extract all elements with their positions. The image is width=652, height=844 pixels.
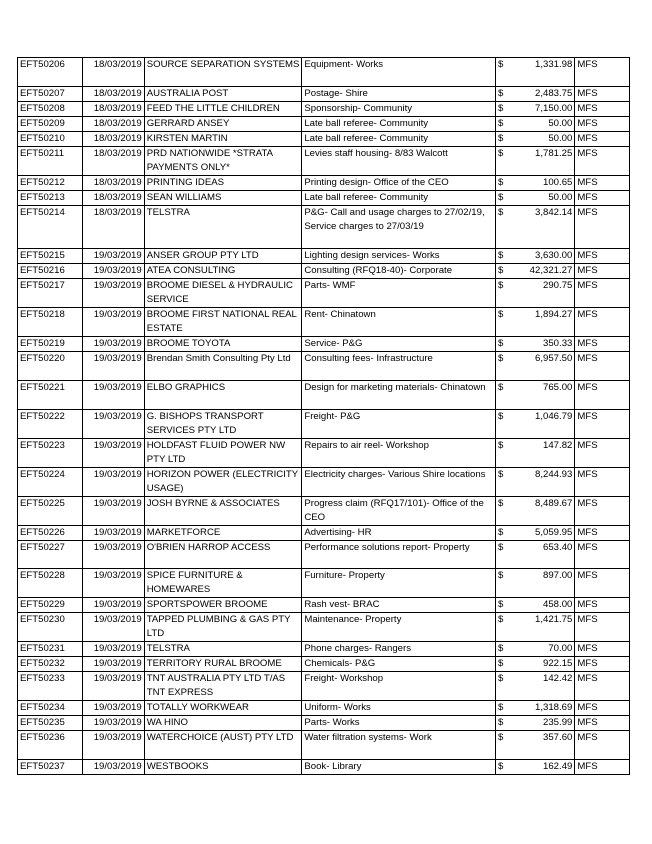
table-row (18, 438, 630, 467)
payee-name: JOSH BYRNE & ASSOCIATES (144, 496, 302, 525)
table-row (18, 205, 630, 248)
payment-date: 18/03/2019 (82, 116, 144, 131)
payee-name: WA HINO (144, 716, 302, 731)
table-row (18, 131, 630, 146)
payment-amount: 5,059.95 (510, 525, 574, 540)
fund-code: MFS (575, 101, 630, 116)
fund-code: MFS (575, 760, 630, 775)
payment-amount: 7,150.00 (510, 101, 574, 116)
payee-name: G. BISHOPS TRANSPORT SERVICES PTY LTD (144, 409, 302, 438)
currency-symbol: $ (496, 248, 511, 263)
payment-date: 19/03/2019 (82, 613, 144, 642)
fund-code: MFS (575, 642, 630, 657)
payment-description: Maintenance- Property (302, 613, 496, 642)
payment-reference: EFT50236 (18, 731, 83, 760)
payment-date: 19/03/2019 (82, 278, 144, 307)
table-row (18, 569, 630, 598)
payment-amount: 50.00 (510, 116, 574, 131)
payment-description: Repairs to air reel- Workshop (302, 438, 496, 467)
table-row (18, 116, 630, 131)
payee-name: BROOME FIRST NATIONAL REAL ESTATE (144, 307, 302, 336)
payee-name: TELSTRA (144, 642, 302, 657)
table-row (18, 467, 630, 496)
payment-date: 18/03/2019 (82, 205, 144, 248)
fund-code: MFS (575, 116, 630, 131)
table-row (18, 731, 630, 760)
fund-code: MFS (575, 175, 630, 190)
payment-date: 18/03/2019 (82, 190, 144, 205)
payment-date: 19/03/2019 (82, 467, 144, 496)
table-row (18, 496, 630, 525)
payment-date: 19/03/2019 (82, 525, 144, 540)
payment-description: Phone charges- Rangers (302, 642, 496, 657)
payment-date: 19/03/2019 (82, 351, 144, 380)
payee-name: BROOME TOYOTA (144, 336, 302, 351)
payments-table (17, 57, 630, 775)
table-row (18, 613, 630, 642)
payment-description: Book- Library (302, 760, 496, 775)
payment-date: 19/03/2019 (82, 496, 144, 525)
payment-amount: 1,894.27 (510, 307, 574, 336)
payment-reference: EFT50220 (18, 351, 83, 380)
currency-symbol: $ (496, 190, 511, 205)
fund-code: MFS (575, 380, 630, 409)
payment-reference: EFT50223 (18, 438, 83, 467)
fund-code: MFS (575, 131, 630, 146)
fund-code: MFS (575, 467, 630, 496)
fund-code: MFS (575, 701, 630, 716)
payment-amount: 1,331.98 (510, 58, 574, 87)
currency-symbol: $ (496, 672, 511, 701)
payee-name: SPICE FURNITURE & HOMEWARES (144, 569, 302, 598)
fund-code: MFS (575, 438, 630, 467)
payment-description: Late ball referee- Community (302, 116, 496, 131)
fund-code: MFS (575, 205, 630, 248)
payment-reference: EFT50213 (18, 190, 83, 205)
payment-amount: 70.00 (510, 642, 574, 657)
fund-code: MFS (575, 190, 630, 205)
payment-date: 19/03/2019 (82, 598, 144, 613)
currency-symbol: $ (496, 116, 511, 131)
currency-symbol: $ (496, 525, 511, 540)
payee-name: WATERCHOICE (AUST) PTY LTD (144, 731, 302, 760)
payee-name: Brendan Smith Consulting Pty Ltd (144, 351, 302, 380)
table-row (18, 263, 630, 278)
payment-description: Freight- Workshop (302, 672, 496, 701)
payment-amount: 653.40 (510, 540, 574, 569)
payment-date: 18/03/2019 (82, 58, 144, 87)
fund-code: MFS (575, 657, 630, 672)
payment-amount: 3,630.00 (510, 248, 574, 263)
payment-reference: EFT50216 (18, 263, 83, 278)
payment-amount: 922.15 (510, 657, 574, 672)
payment-description: Performance solutions report- Property (302, 540, 496, 569)
payee-name: ELBO GRAPHICS (144, 380, 302, 409)
payee-name: GERRARD ANSEY (144, 116, 302, 131)
payment-date: 18/03/2019 (82, 101, 144, 116)
payment-reference: EFT50237 (18, 760, 83, 775)
payment-amount: 458.00 (510, 598, 574, 613)
payment-amount: 290.75 (510, 278, 574, 307)
currency-symbol: $ (496, 278, 511, 307)
currency-symbol: $ (496, 701, 511, 716)
payment-description: Sponsorship- Community (302, 101, 496, 116)
table-row (18, 58, 630, 87)
payment-reference: EFT50210 (18, 131, 83, 146)
currency-symbol: $ (496, 351, 511, 380)
table-row (18, 540, 630, 569)
fund-code: MFS (575, 86, 630, 101)
payment-date: 18/03/2019 (82, 131, 144, 146)
payment-reference: EFT50222 (18, 409, 83, 438)
payment-amount: 8,489.67 (510, 496, 574, 525)
payee-name: KIRSTEN MARTIN (144, 131, 302, 146)
payment-amount: 6,957.50 (510, 351, 574, 380)
payee-name: WESTBOOKS (144, 760, 302, 775)
payee-name: TERRITORY RURAL BROOME (144, 657, 302, 672)
payment-date: 19/03/2019 (82, 657, 144, 672)
table-row (18, 190, 630, 205)
currency-symbol: $ (496, 205, 511, 248)
payment-description: Equipment- Works (302, 58, 496, 87)
fund-code: MFS (575, 248, 630, 263)
payment-reference: EFT50206 (18, 58, 83, 87)
currency-symbol: $ (496, 263, 511, 278)
payment-reference: EFT50234 (18, 701, 83, 716)
currency-symbol: $ (496, 307, 511, 336)
payment-description: Furniture- Property (302, 569, 496, 598)
payment-reference: EFT50226 (18, 525, 83, 540)
fund-code: MFS (575, 58, 630, 87)
payment-description: Water filtration systems- Work (302, 731, 496, 760)
fund-code: MFS (575, 672, 630, 701)
payment-description: Electricity charges- Various Shire locations (302, 467, 496, 496)
fund-code: MFS (575, 409, 630, 438)
payment-reference: EFT50233 (18, 672, 83, 701)
payment-date: 19/03/2019 (82, 731, 144, 760)
fund-code: MFS (575, 569, 630, 598)
fund-code: MFS (575, 496, 630, 525)
currency-symbol: $ (496, 438, 511, 467)
currency-symbol: $ (496, 175, 511, 190)
currency-symbol: $ (496, 336, 511, 351)
table-row (18, 701, 630, 716)
currency-symbol: $ (496, 540, 511, 569)
payment-amount: 235.99 (510, 716, 574, 731)
payment-description: Parts- WMF (302, 278, 496, 307)
payment-amount: 897.00 (510, 569, 574, 598)
payment-date: 19/03/2019 (82, 263, 144, 278)
payment-date: 19/03/2019 (82, 307, 144, 336)
payment-date: 19/03/2019 (82, 569, 144, 598)
payment-amount: 50.00 (510, 131, 574, 146)
currency-symbol: $ (496, 716, 511, 731)
currency-symbol: $ (496, 101, 511, 116)
payee-name: MARKETFORCE (144, 525, 302, 540)
payment-amount: 1,318.69 (510, 701, 574, 716)
payment-description: Freight- P&G (302, 409, 496, 438)
payment-reference: EFT50212 (18, 175, 83, 190)
payment-description: Service- P&G (302, 336, 496, 351)
payment-amount: 1,421.75 (510, 613, 574, 642)
table-row (18, 525, 630, 540)
table-row (18, 598, 630, 613)
payment-reference: EFT50227 (18, 540, 83, 569)
payee-name: HORIZON POWER (ELECTRICITY USAGE) (144, 467, 302, 496)
fund-code: MFS (575, 731, 630, 760)
currency-symbol: $ (496, 598, 511, 613)
fund-code: MFS (575, 278, 630, 307)
currency-symbol: $ (496, 760, 511, 775)
payment-date: 18/03/2019 (82, 86, 144, 101)
payee-name: TELSTRA (144, 205, 302, 248)
payment-reference: EFT50235 (18, 716, 83, 731)
payment-reference: EFT50211 (18, 146, 83, 175)
payment-amount: 1,046.79 (510, 409, 574, 438)
payment-date: 19/03/2019 (82, 409, 144, 438)
table-row (18, 86, 630, 101)
table-row (18, 146, 630, 175)
payments-table-body (18, 58, 630, 775)
currency-symbol: $ (496, 642, 511, 657)
payment-description: Lighting design services- Works (302, 248, 496, 263)
payment-amount: 142.42 (510, 672, 574, 701)
table-row (18, 101, 630, 116)
payment-description: Late ball referee- Community (302, 190, 496, 205)
payment-description: Consulting fees- Infrastructure (302, 351, 496, 380)
table-row (18, 716, 630, 731)
payment-reference: EFT50230 (18, 613, 83, 642)
payee-name: SOURCE SEPARATION SYSTEMS (144, 58, 302, 87)
fund-code: MFS (575, 263, 630, 278)
table-row (18, 657, 630, 672)
payment-reference: EFT50231 (18, 642, 83, 657)
payment-date: 18/03/2019 (82, 175, 144, 190)
table-row (18, 351, 630, 380)
fund-code: MFS (575, 613, 630, 642)
payment-description: Progress claim (RFQ17/101)- Office of the CEO (302, 496, 496, 525)
currency-symbol: $ (496, 58, 511, 87)
payment-reference: EFT50229 (18, 598, 83, 613)
currency-symbol: $ (496, 496, 511, 525)
payment-reference: EFT50207 (18, 86, 83, 101)
payment-description: Printing design- Office of the CEO (302, 175, 496, 190)
payment-description: P&G- Call and usage charges to 27/02/19, Service charges to 27/03/19 (302, 205, 496, 248)
payment-description: Parts- Works (302, 716, 496, 731)
payment-date: 19/03/2019 (82, 701, 144, 716)
currency-symbol: $ (496, 86, 511, 101)
payment-date: 19/03/2019 (82, 716, 144, 731)
payment-amount: 350.33 (510, 336, 574, 351)
payment-reference: EFT50214 (18, 205, 83, 248)
payment-date: 19/03/2019 (82, 540, 144, 569)
payment-amount: 162.49 (510, 760, 574, 775)
currency-symbol: $ (496, 613, 511, 642)
payment-description: Consulting (RFQ18-40)- Corporate (302, 263, 496, 278)
payment-amount: 3,842.14 (510, 205, 574, 248)
payment-reference: EFT50232 (18, 657, 83, 672)
payment-description: Advertising- HR (302, 525, 496, 540)
payment-date: 19/03/2019 (82, 336, 144, 351)
payee-name: BROOME DIESEL & HYDRAULIC SERVICE (144, 278, 302, 307)
payment-reference: EFT50217 (18, 278, 83, 307)
table-row (18, 336, 630, 351)
payment-reference: EFT50221 (18, 380, 83, 409)
payee-name: SPORTSPOWER BROOME (144, 598, 302, 613)
fund-code: MFS (575, 336, 630, 351)
payment-amount: 765.00 (510, 380, 574, 409)
currency-symbol: $ (496, 569, 511, 598)
payee-name: TNT AUSTRALIA PTY LTD T/AS TNT EXPRESS (144, 672, 302, 701)
payee-name: PRINTING IDEAS (144, 175, 302, 190)
payee-name: FEED THE LITTLE CHILDREN (144, 101, 302, 116)
payment-reference: EFT50209 (18, 116, 83, 131)
payment-date: 18/03/2019 (82, 146, 144, 175)
payee-name: O'BRIEN HARROP ACCESS (144, 540, 302, 569)
table-row (18, 248, 630, 263)
payment-description: Late ball referee- Community (302, 131, 496, 146)
payment-amount: 50.00 (510, 190, 574, 205)
payment-description: Postage- Shire (302, 86, 496, 101)
payment-description: Uniform- Works (302, 701, 496, 716)
payee-name: AUSTRALIA POST (144, 86, 302, 101)
payment-reference: EFT50224 (18, 467, 83, 496)
payment-date: 19/03/2019 (82, 760, 144, 775)
table-row (18, 175, 630, 190)
payment-amount: 2,483.75 (510, 86, 574, 101)
payment-description: Chemicals- P&G (302, 657, 496, 672)
payee-name: TAPPED PLUMBING & GAS PTY LTD (144, 613, 302, 642)
payee-name: TOTALLY WORKWEAR (144, 701, 302, 716)
table-row (18, 409, 630, 438)
payment-reference: EFT50225 (18, 496, 83, 525)
payee-name: PRD NATIONWIDE *STRATA PAYMENTS ONLY* (144, 146, 302, 175)
payment-description: Rent- Chinatown (302, 307, 496, 336)
currency-symbol: $ (496, 380, 511, 409)
payment-amount: 357.60 (510, 731, 574, 760)
fund-code: MFS (575, 598, 630, 613)
currency-symbol: $ (496, 131, 511, 146)
payee-name: ATEA CONSULTING (144, 263, 302, 278)
payment-amount: 100.65 (510, 175, 574, 190)
table-row (18, 642, 630, 657)
payee-name: SEAN WILLIAMS (144, 190, 302, 205)
payee-name: ANSER GROUP PTY LTD (144, 248, 302, 263)
currency-symbol: $ (496, 731, 511, 760)
payment-date: 19/03/2019 (82, 672, 144, 701)
table-row (18, 760, 630, 775)
payment-amount: 1,781.25 (510, 146, 574, 175)
payment-reference: EFT50208 (18, 101, 83, 116)
table-row (18, 307, 630, 336)
table-row (18, 380, 630, 409)
payment-date: 19/03/2019 (82, 642, 144, 657)
fund-code: MFS (575, 351, 630, 380)
payment-amount: 8,244.93 (510, 467, 574, 496)
payment-date: 19/03/2019 (82, 248, 144, 263)
payment-amount: 147.82 (510, 438, 574, 467)
fund-code: MFS (575, 716, 630, 731)
payment-description: Design for marketing materials- Chinatown (302, 380, 496, 409)
payment-date: 19/03/2019 (82, 380, 144, 409)
currency-symbol: $ (496, 146, 511, 175)
table-row (18, 672, 630, 701)
payment-description: Rash vest- BRAC (302, 598, 496, 613)
fund-code: MFS (575, 146, 630, 175)
currency-symbol: $ (496, 409, 511, 438)
payment-reference: EFT50228 (18, 569, 83, 598)
fund-code: MFS (575, 540, 630, 569)
payment-date: 19/03/2019 (82, 438, 144, 467)
currency-symbol: $ (496, 467, 511, 496)
payee-name: HOLDFAST FLUID POWER NW PTY LTD (144, 438, 302, 467)
payment-description: Levies staff housing- 8/83 Walcott (302, 146, 496, 175)
payment-reference: EFT50218 (18, 307, 83, 336)
fund-code: MFS (575, 525, 630, 540)
payment-reference: EFT50215 (18, 248, 83, 263)
payment-reference: EFT50219 (18, 336, 83, 351)
table-row (18, 278, 630, 307)
currency-symbol: $ (496, 657, 511, 672)
payment-amount: 42,321.27 (510, 263, 574, 278)
fund-code: MFS (575, 307, 630, 336)
